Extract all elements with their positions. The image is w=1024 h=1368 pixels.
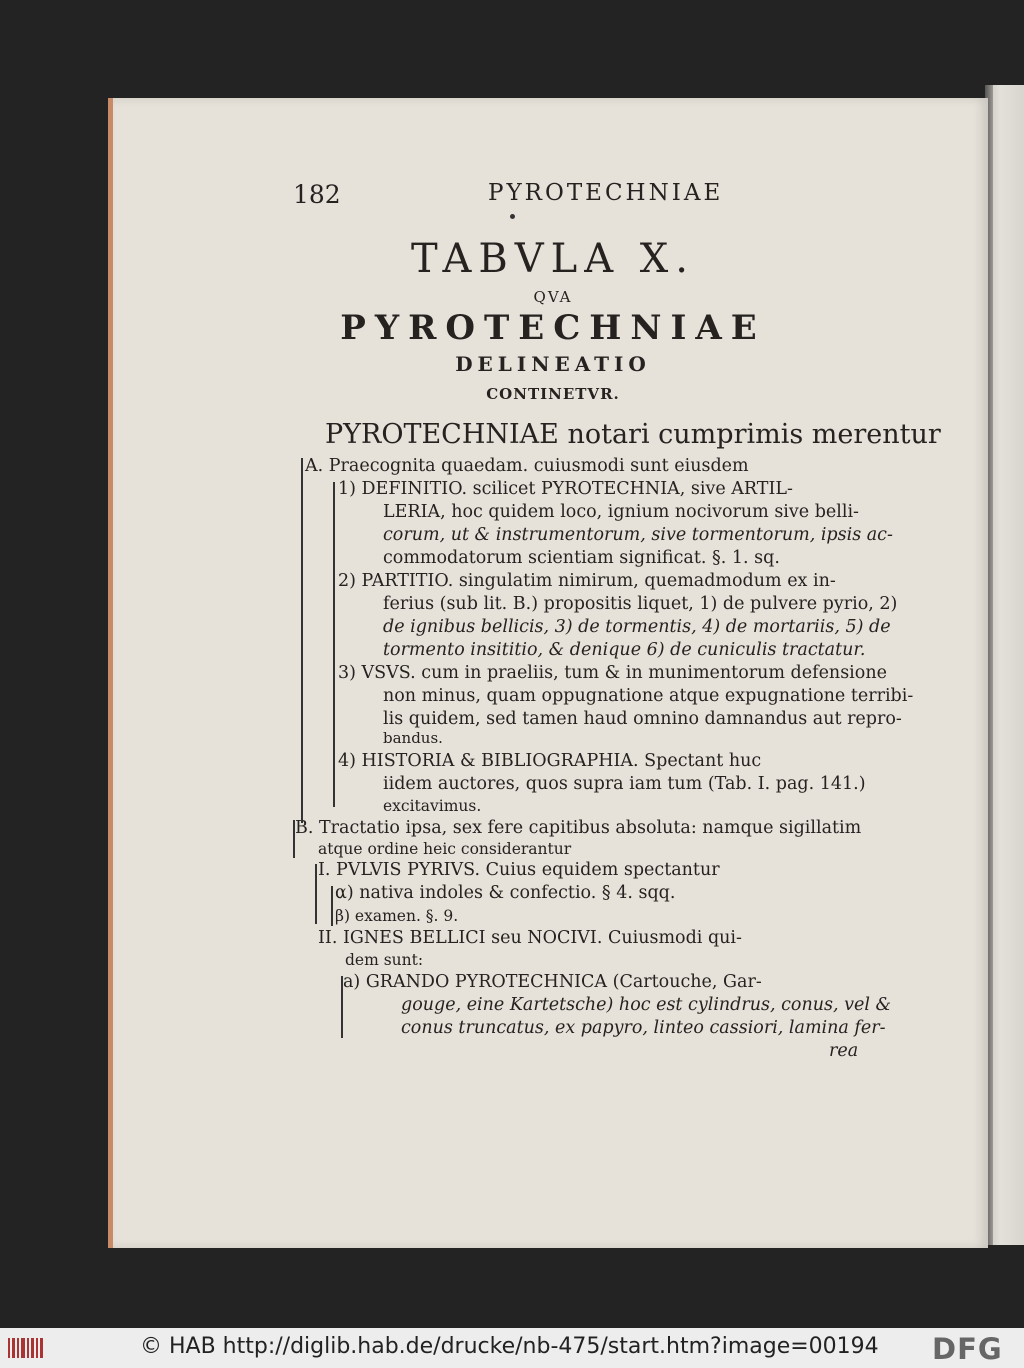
text-line: tormento insititio, & denique 6) de cuniculis tractatur. bbox=[383, 640, 866, 660]
text-line: II. IGNES BELLICI seu NOCIVI. Cuiusmodi qui- bbox=[318, 928, 742, 948]
text-line: I. PVLVIS PYRIVS. Cuius equidem spectantur bbox=[318, 860, 720, 880]
dfg-logo: DFG bbox=[932, 1332, 1003, 1366]
text-line: 2) PARTITIO. singulatim nimirum, quemadmodum ex in- bbox=[338, 571, 836, 591]
intro-line: PYROTECHNIAE notari cumprimis merentur bbox=[325, 419, 941, 450]
text-line: ferius (sub lit. B.) propositis liquet, 1) de pulvere pyrio, 2) bbox=[383, 594, 898, 614]
copyright-link[interactable]: © HAB http://diglib.hab.de/drucke/nb-475/start.htm?image=00194 bbox=[140, 1334, 879, 1359]
title-qua: QVA bbox=[533, 288, 573, 306]
hab-barcode-logo-icon bbox=[6, 1334, 46, 1362]
text-line: 1) DEFINITIO. scilicet PYROTECHNIA, sive ARTIL- bbox=[338, 479, 793, 499]
text-line: lis quidem, sed tamen haud omnino damnandus aut repro- bbox=[383, 709, 902, 729]
text-line: commodatorum scientiam significat. §. 1. sq. bbox=[383, 548, 780, 568]
text-line: non minus, quam oppugnatione atque expugnatione terribi- bbox=[383, 686, 914, 706]
brace-alpha-beta bbox=[331, 886, 333, 926]
text-line: dem sunt: bbox=[345, 951, 424, 969]
brace-ignes bbox=[341, 976, 343, 1038]
text-line: de ignibus bellicis, 3) de tormentis, 4) de mortariis, 5) de bbox=[383, 617, 891, 637]
running-title: PYROTECHNIAE bbox=[488, 180, 724, 206]
text-line: excitavimus. bbox=[383, 797, 482, 815]
text-line: β) examen. §. 9. bbox=[335, 907, 459, 925]
title-pyrotechniae: PYROTECHNIAE bbox=[340, 308, 766, 348]
brace-a-items bbox=[333, 482, 335, 807]
section-b-heading: B. Tractatio ipsa, sex fere capitibus absoluta: namque sigillatim bbox=[295, 818, 862, 838]
table-title: TABVLA X. bbox=[410, 236, 695, 282]
text-line: 3) VSVS. cum in praeliis, tum & in munimentorum defensione bbox=[338, 663, 887, 683]
text-line: α) nativa indoles & confectio. § 4. sqq. bbox=[335, 883, 676, 903]
page-number: 182 bbox=[293, 180, 341, 209]
ornament-dot bbox=[510, 214, 515, 219]
text-line: iidem auctores, quos supra iam tum (Tab. I. pag. 141.) bbox=[383, 774, 866, 794]
text-line: conus truncatus, ex papyro, linteo cassiori, lamina fer- bbox=[401, 1018, 886, 1038]
section-a-heading: A. Praecognita quaedam. cuiusmodi sunt eiusdem bbox=[305, 456, 749, 476]
text-line: rea bbox=[829, 1041, 859, 1061]
text-line: corum, ut & instrumentorum, sive tormentorum, ipsis ac- bbox=[383, 525, 893, 545]
title-continetur: CONTINETVR. bbox=[486, 385, 620, 403]
brace-section-a bbox=[301, 458, 303, 823]
title-delineatio: DELINEATIO bbox=[455, 352, 651, 376]
text-line: LERIA, hoc quidem loco, ignium nocivorum sive belli- bbox=[383, 502, 859, 522]
footer-bar bbox=[0, 1328, 1024, 1368]
book-page bbox=[108, 98, 988, 1248]
text-line: a) GRANDO PYROTECHNICA (Cartouche, Gar- bbox=[343, 972, 762, 992]
text-line: 4) HISTORIA & BIBLIOGRAPHIA. Spectant huc bbox=[338, 751, 762, 771]
brace-section-b bbox=[293, 820, 295, 858]
text-line: gouge, eine Kartetsche) hoc est cylindrus, conus, vel & bbox=[401, 995, 892, 1015]
text-line: atque ordine heic considerantur bbox=[318, 840, 572, 858]
brace-b-items bbox=[315, 864, 317, 924]
text-line: bandus. bbox=[383, 729, 443, 747]
